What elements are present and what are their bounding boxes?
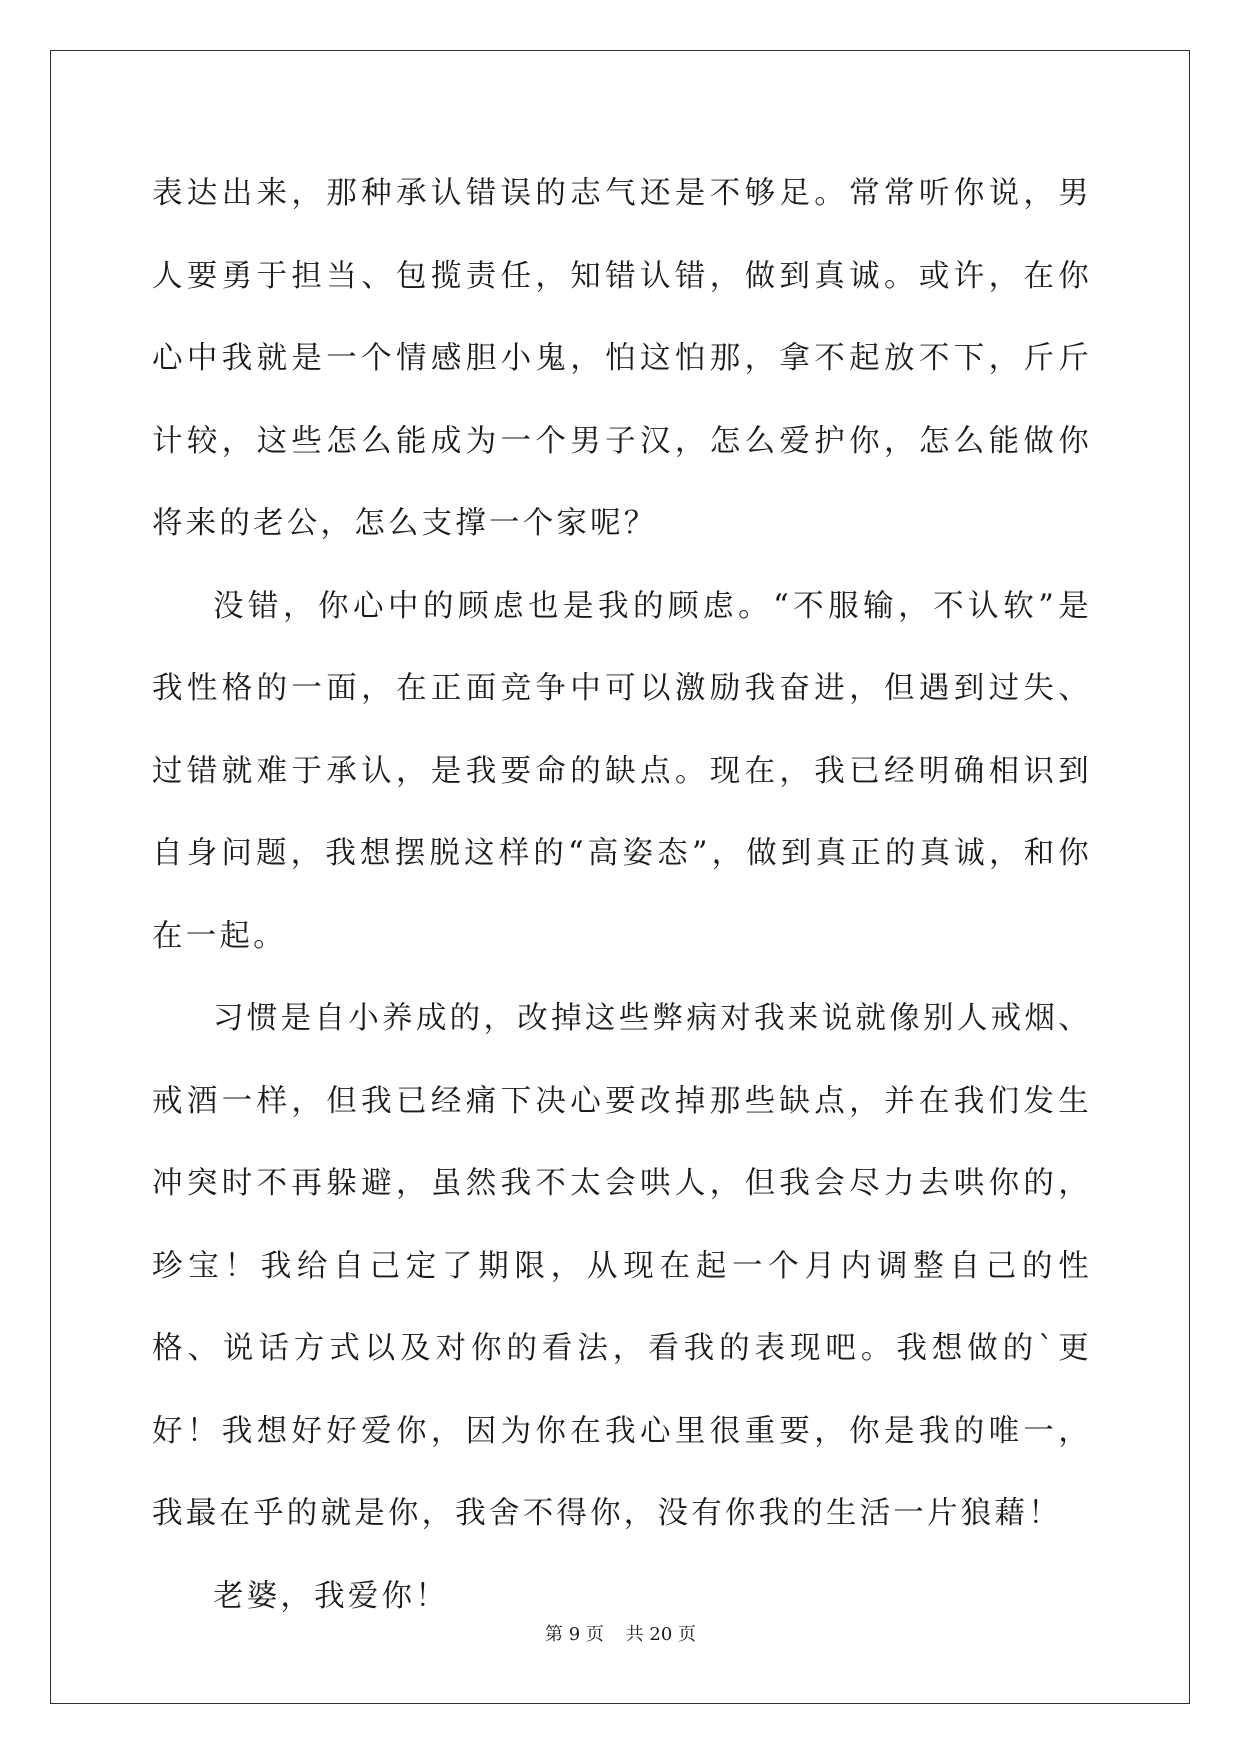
- page-number: 第 9 页: [545, 1624, 604, 1645]
- paragraph-4: 老婆，我爱你！: [213, 1578, 449, 1614]
- page-total: 共 20 页: [625, 1624, 696, 1645]
- page-footer: [0, 1620, 1241, 1646]
- document-body: [152, 153, 1092, 1638]
- paragraph-2: 没错，你心中的顾虑也是我的顾虑。“不服输，不认软”是我性格的一面，在正面竞争中可以激励我奋进，但遇到过失、过错就难于承认，是我要命的缺点。现在，我已经明确相识到自身问题，我想摆脱这样的“高姿态”，做到真正的真诚，和你在一起。: [152, 588, 1092, 954]
- paragraph-1: 表达出来，那种承认错误的志气还是不够足。常常听你说，男人要勇于担当、包揽责任，知错认错，做到真诚。或许，在你心中我就是一个情感胆小鬼，怕这怕那，拿不起放不下，斤斤计较，这些怎么能成为一个男子汉，怎么爱护你，怎么能做你将来的老公，怎么支撑一个家呢？: [152, 176, 1092, 541]
- paragraph-3: 习惯是自小养成的，改掉这些弊病对我来说就像别人戒烟、戒酒一样，但我已经痛下决心要改掉那些缺点，并在我们发生冲突时不再躲避，虽然我不太会哄人，但我会尽力去哄你的，珍宝！我给自己定了期限，从现在起一个月内调整自己的性格、说话方式以及对你的看法，看我的表现吧。我想做的`更好！我想好好爱你，因为你在我心里很重要，你是我的唯一，我最在乎的就是你，我舍不得你，没有你我的生活一片狼藉！: [152, 1001, 1092, 1531]
